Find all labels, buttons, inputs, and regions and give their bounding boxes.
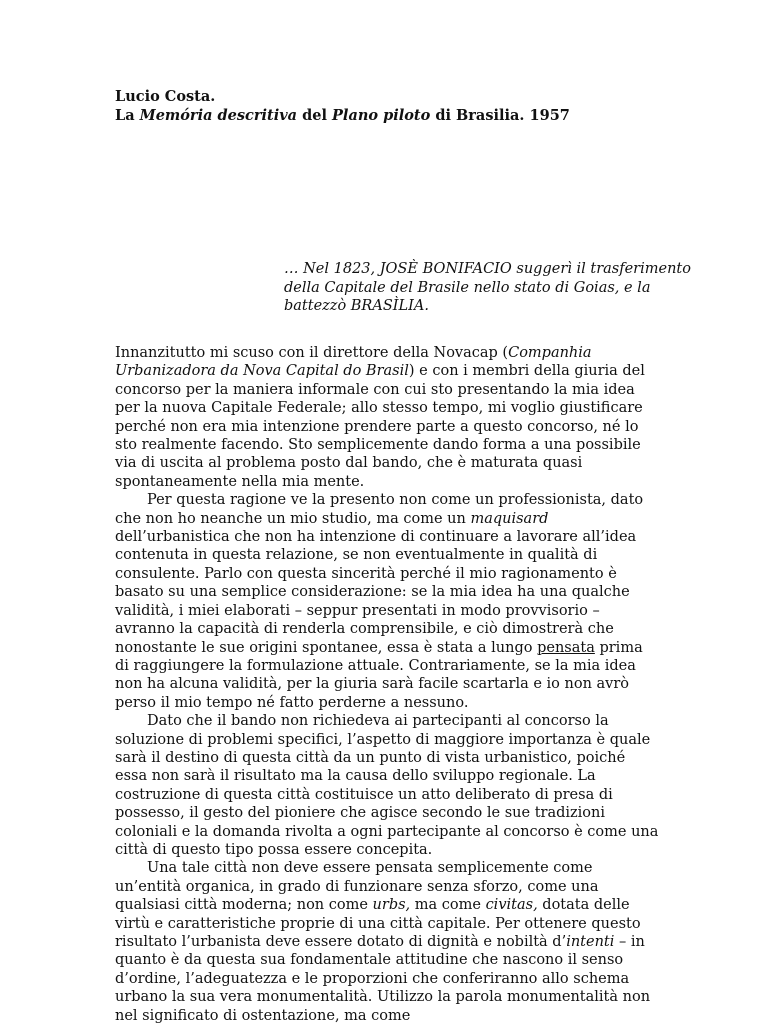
paragraph-italic-text: civitas, xyxy=(485,897,538,914)
paragraph-text: ma come xyxy=(410,897,486,914)
title-text: del xyxy=(297,106,333,124)
paragraph-text: – in quanto è da questa sua fondamentale attitudine che nascono il senso d’ordine, l’adeguatezza e le proporzioni che conferiranno allo schema urbano la sua vera monumentalità. Utilizzo la parola monumentalità non nel significato di ostentazione, ma come xyxy=(115,934,651,1024)
paragraph xyxy=(115,344,660,491)
paragraph-text: Innanzitutto mi scuso con il direttore della Novacap ( xyxy=(115,345,509,361)
paragraph-italic-text: urbs, xyxy=(372,897,411,914)
paragraph-text: Una tale città non deve essere pensata semplicemente come un’entità organica, in grado di funzionare senza sforzo, come una qualsiasi città moderna; non come xyxy=(115,860,599,914)
title-subtitle xyxy=(115,107,675,126)
epigraph: … Nel 1823, JOSÈ BONIFACIO suggerì il trasferimento della Capitale del Brasile nello stato di Goias, e la battezzò BRASÌLIA. xyxy=(284,261,691,314)
paragraph xyxy=(115,491,660,712)
body-text xyxy=(115,344,660,1025)
document-title xyxy=(115,88,675,125)
title-italic-text: Plano piloto xyxy=(332,106,431,124)
paragraph-text: dell’urbanistica che non ha intenzione di continuare a lavorare all’idea contenuta in questa relazione, se non eventualmente in qualità di consulente. Parlo con questa sincerità perché il mio ragionamento è basato su una semplice considerazione: se la mia idea ha una qualche validità, i miei elaborati – seppur presentati in modo provvisorio – avranno la capacità di renderla comprensibile, e ciò dimostrerà che nonostante le sue origini spontanee, essa è stata a lungo xyxy=(115,529,637,656)
paragraph-text: ) e con i membri della giuria del concorso per la maniera informale con cui sto presentando la mia idea per la nuova Capitale Federale; allo stesso tempo, mi voglio giustificare perché non era mia intenzione prendere parte a questo concorso, né lo sto realmente facendo. Sto semplicemente dando forma a una possibile via di uscita al problema posto dal bando, che è maturata quasi spontaneamente nella mia mente. xyxy=(115,363,645,490)
paragraph-underlined-text: pensata xyxy=(537,639,595,656)
title-italic-text: Memória descritiva xyxy=(139,106,298,124)
title-author: Lucio Costa. xyxy=(115,88,216,105)
paragraph-text: dotata delle virtù e caratteristiche proprie di una città capitale. Per ottenere questo risultato l’urbanista deve essere dotato di dignità e nobiltà d’ xyxy=(115,897,641,950)
paragraph-italic-text: Companhia Urbanizadora da Nova Capital do Brasil xyxy=(115,345,592,380)
paragraph: Dato che il bando non richiedeva ai partecipanti al concorso la soluzione di problemi specifici, l’aspetto di maggiore importanza è quale sarà il destino di questa città da un punto di vista urbanistico, poiché essa non sarà il risultato ma la causa dello sviluppo regionale. La costruzione di questa città costituisce un atto deliberato di presa di possesso, il gesto del pioniere che agisce secondo le sue tradizioni coloniali e la domanda rivolta a ogni partecipante al concorso è come una città di questo tipo possa essere concepita. xyxy=(115,713,659,858)
paragraph xyxy=(115,859,660,1025)
paragraph-text: prima di raggiungere la formulazione attuale. Contrariamente, se la mia idea non ha alcuna validità, per la giuria sarà facile scartarla e io non avrò perso il mio tempo né fatto perderne a nessuno. xyxy=(115,639,643,711)
paragraph-italic-text: maquisard xyxy=(470,510,549,527)
paragraph-italic-text: intenti xyxy=(566,934,615,950)
title-text: di Brasilia. 1957 xyxy=(430,106,570,124)
paragraph-text: Per questa ragione ve la presento non come un professionista, dato che non ho neanche un mio studio, ma come un xyxy=(115,492,644,527)
title-text: La xyxy=(115,106,140,124)
